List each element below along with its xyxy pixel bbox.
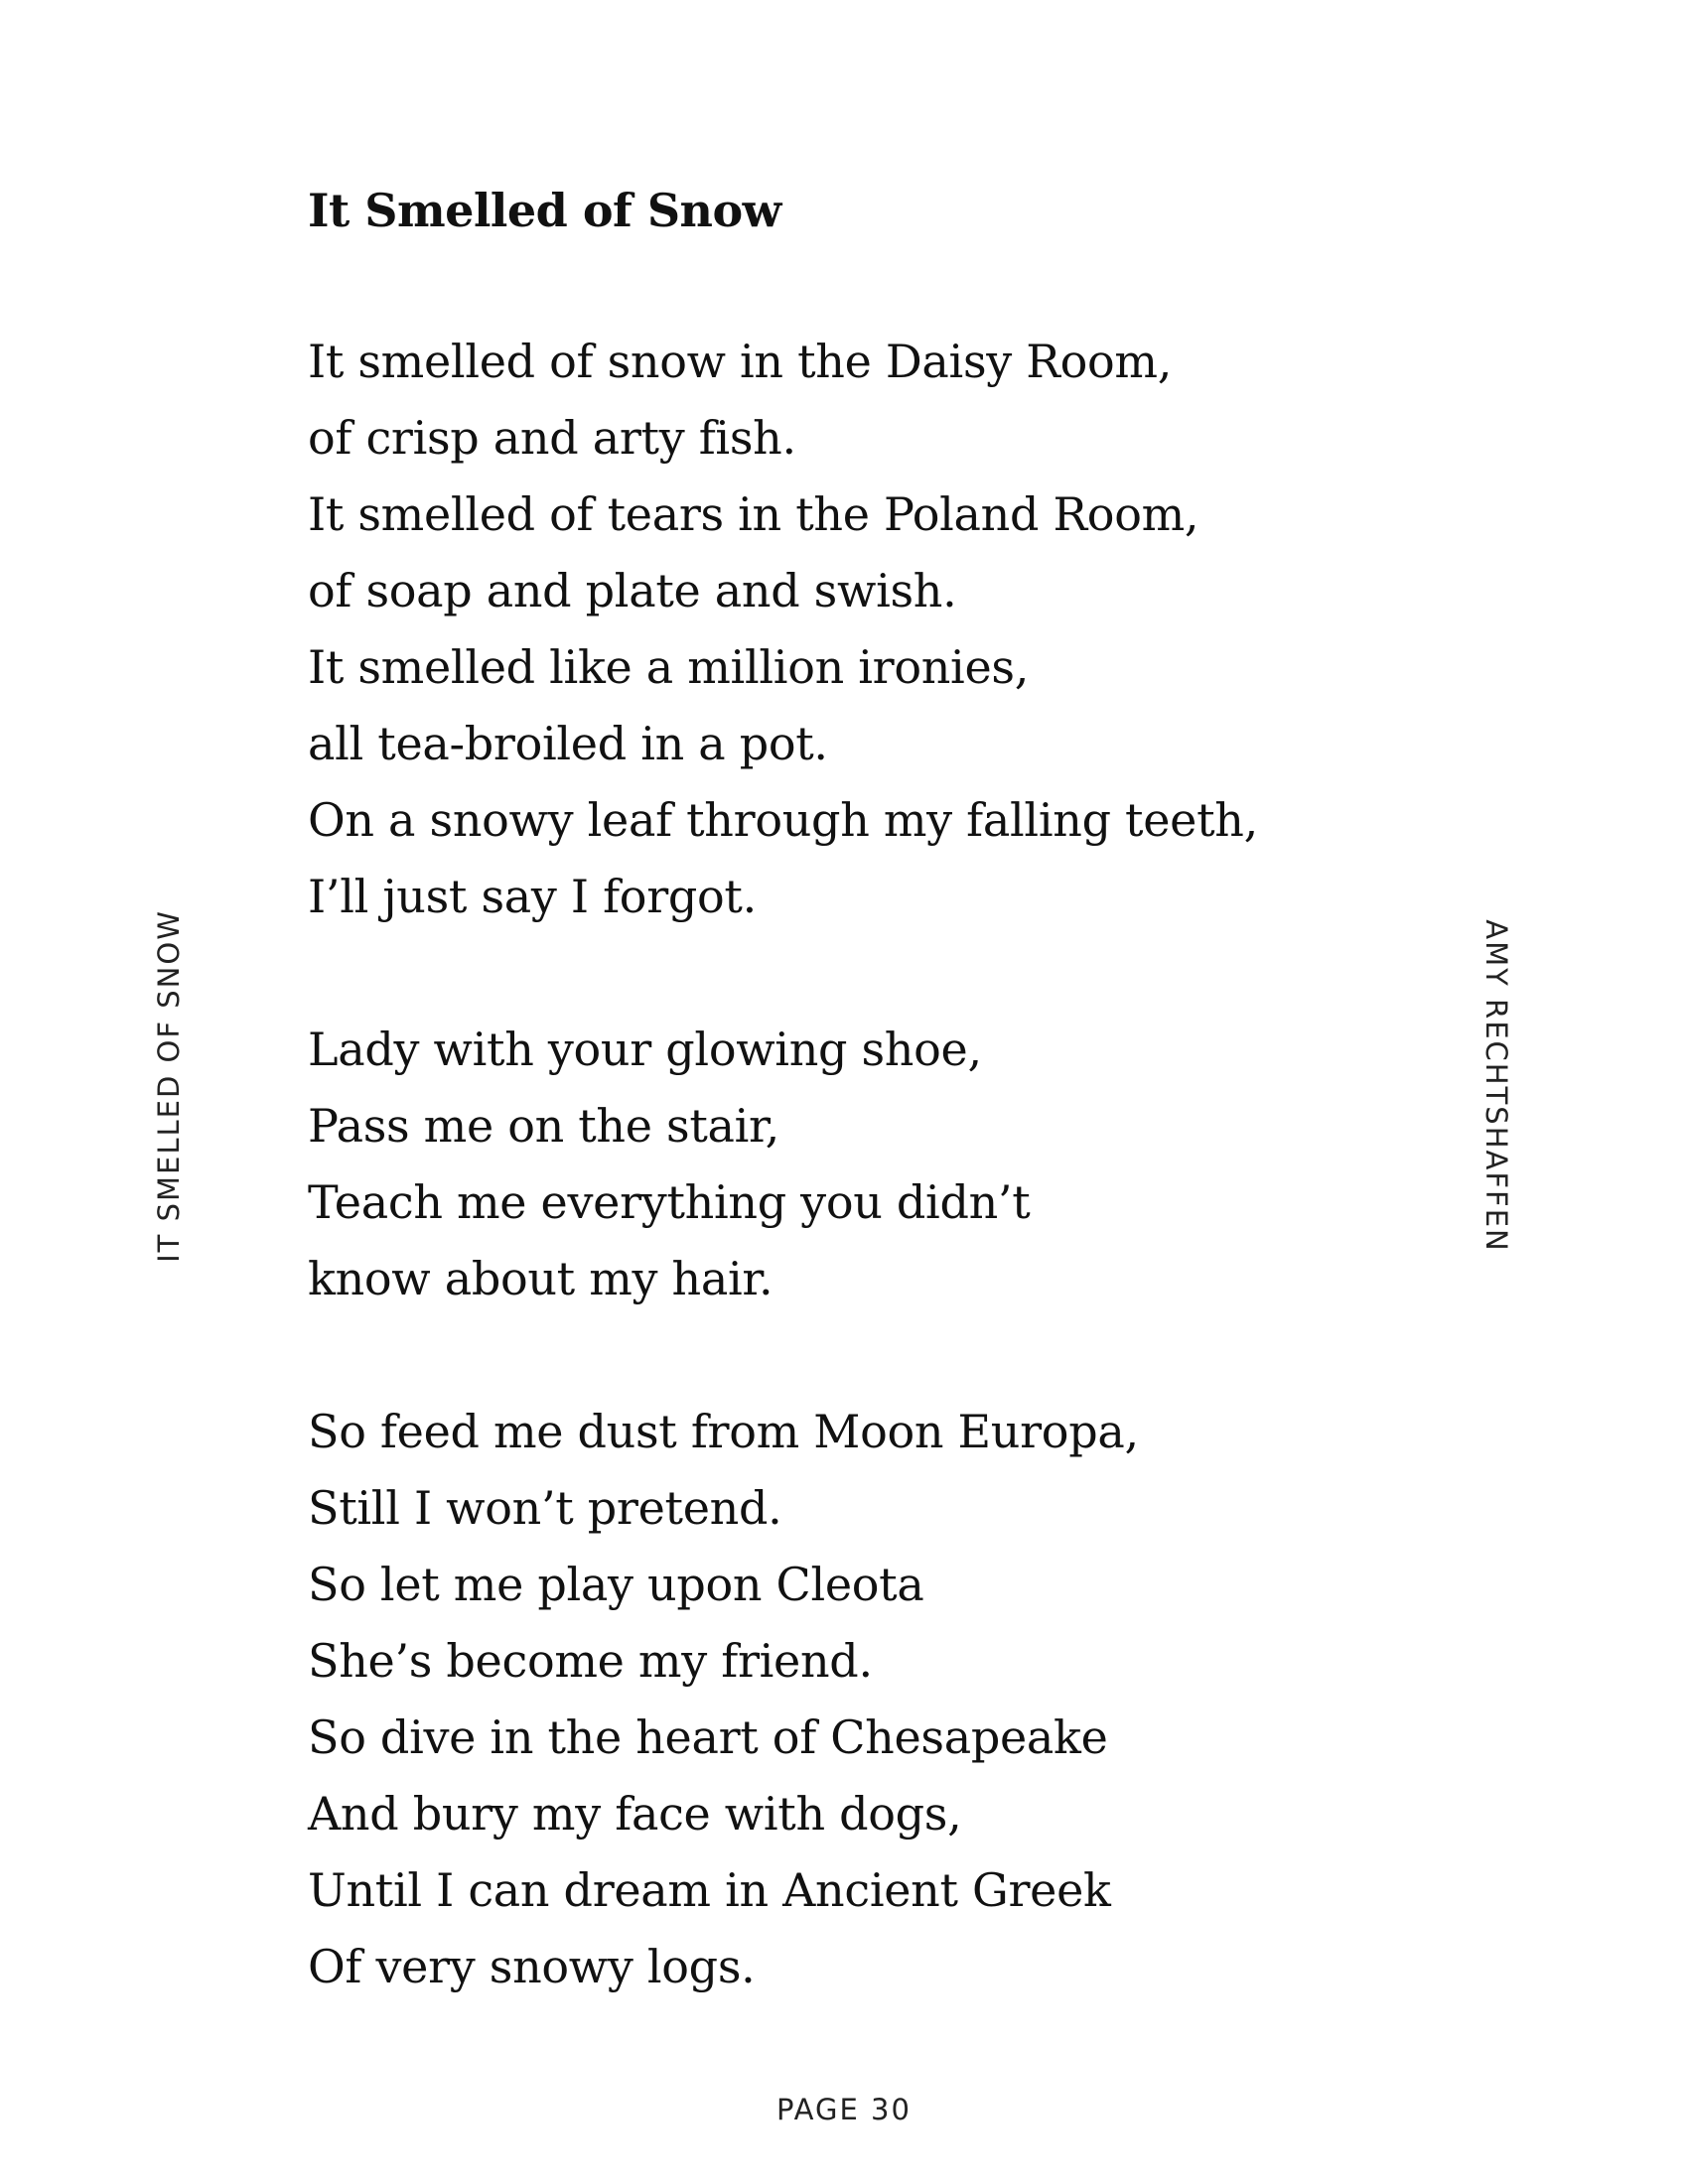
poem-line: And bury my face with dogs, [308, 1787, 962, 1841]
poem-line: So dive in the heart of Chesapeake [308, 1710, 1108, 1764]
stanza-3 [308, 1394, 1400, 2005]
poem [308, 179, 1400, 2005]
poem-line: She’s become my friend. [308, 1634, 873, 1688]
poem-title: It Smelled of Snow [308, 184, 781, 237]
poem-line: Of very snowy logs. [308, 1940, 756, 1993]
poem-line: Until I can dream in Ancient Greek [308, 1863, 1111, 1917]
running-title: IT SMELLED OF SNOW [152, 909, 186, 1263]
stanza-1 [308, 324, 1400, 935]
poem-line: Pass me on the stair, [308, 1099, 779, 1153]
poem-line: It smelled of tears in the Poland Room, [308, 487, 1199, 541]
poem-line: It smelled of snow in the Daisy Room, [308, 335, 1173, 388]
poem-line: It smelled like a million ironies, [308, 640, 1030, 694]
poem-line: know about my hair. [308, 1252, 774, 1305]
poem-line: So feed me dust from Moon Europa, [308, 1405, 1139, 1458]
poem-line: So let me play upon Cleota [308, 1558, 924, 1611]
poem-line: Lady with your glowing shoe, [308, 1023, 982, 1076]
poem-line: all tea-broiled in a pot. [308, 717, 828, 770]
poem-line: On a snowy leaf through my falling teeth, [308, 793, 1258, 847]
page-number: PAGE 30 [776, 2093, 912, 2126]
stanza-2 [308, 1012, 1400, 1317]
poem-line: of soap and plate and swish. [308, 564, 957, 617]
poem-line: Teach me everything you didn’t [308, 1175, 1031, 1229]
running-author: AMY RECHTSHAFFEN [1479, 919, 1513, 1253]
poem-line: Still I won’t pretend. [308, 1481, 782, 1535]
poem-line: of crisp and arty fish. [308, 411, 796, 465]
poem-line: I’ll just say I forgot. [308, 870, 757, 923]
